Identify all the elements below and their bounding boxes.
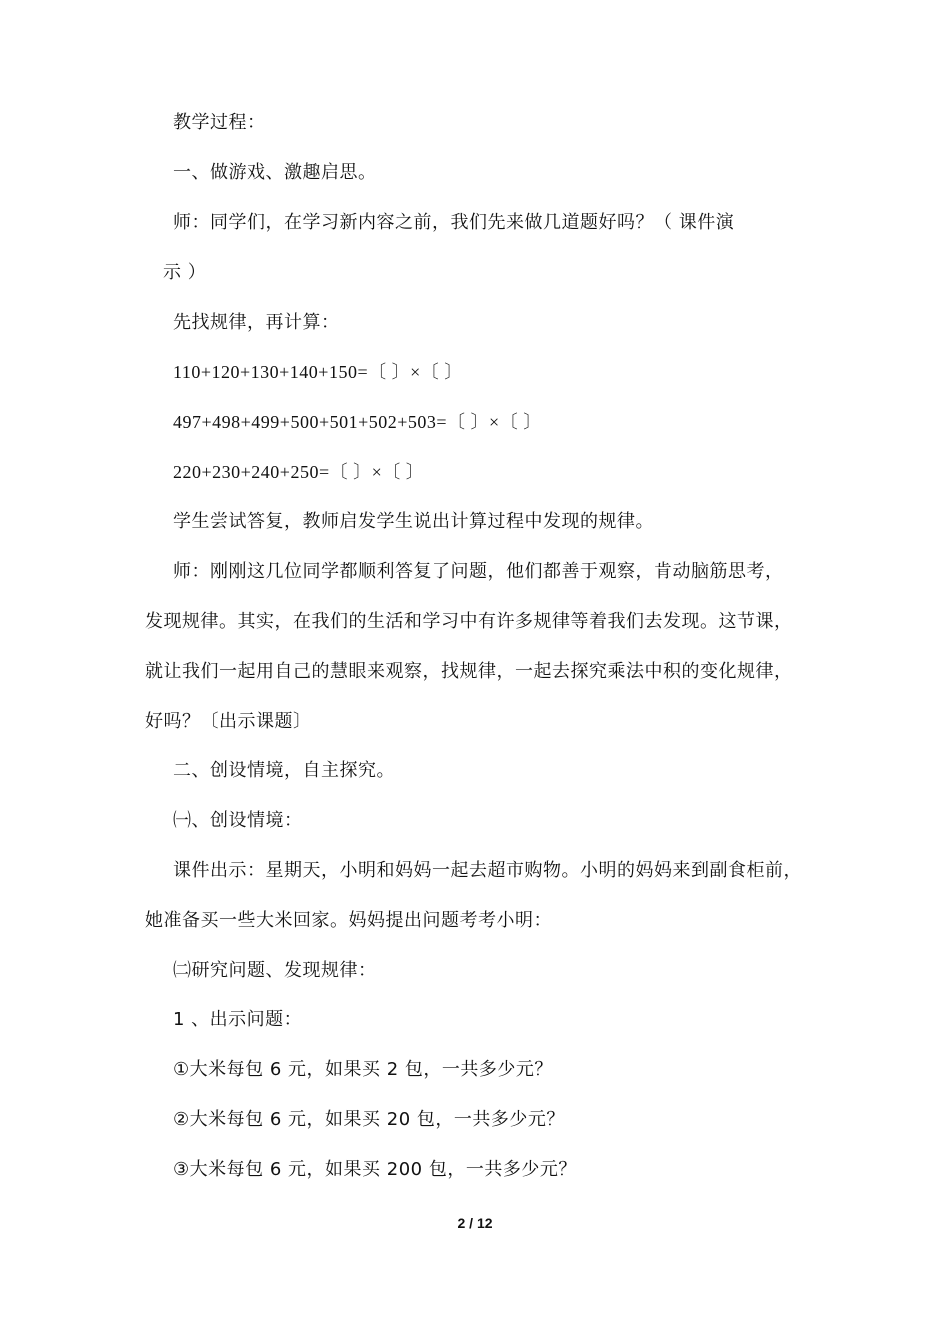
paragraph-line: 课件出示：星期天，小明和妈妈一起去超市购物。小明的妈妈来到副食柜前， (173, 860, 802, 881)
section-heading-one: 一、做游戏、激趣启思。 (173, 162, 377, 183)
question-item: ②大米每包 6 元，如果买 20 包，一共多少元？ (173, 1109, 565, 1130)
page-number: 2 / 12 (457, 1215, 493, 1231)
paragraph-line: 示 ） (163, 262, 207, 283)
paragraph-line: 师：同学们，在学习新内容之前，我们先来做几道题好吗？（ 课件演 (173, 212, 735, 233)
question-item: ①大米每包 6 元，如果买 2 包，一共多少元？ (173, 1059, 553, 1080)
paragraph-line: 发现规律。其实，在我们的生活和学习中有许多规律等着我们去发现。这节课， (145, 611, 793, 632)
list-heading: 1 、出示问题： (173, 1009, 303, 1030)
section-heading-teaching-process: 教学过程： (173, 112, 266, 133)
paragraph-line: 好吗？〔出示课题〕 (145, 711, 312, 732)
equation-line: 497+498+499+500+501+502+503=〔 〕×〔 〕 (173, 412, 542, 432)
paragraph-line: 她准备买一些大米回家。妈妈提出问题考考小明： (145, 910, 552, 931)
section-heading-two: 二、创设情境，自主探究。 (173, 760, 395, 781)
subsection-heading: ㈠、创设情境： (173, 810, 303, 831)
subsection-heading: ㈡研究问题、发现规律： (173, 960, 377, 981)
equation-line: 220+230+240+250=〔 〕×〔 〕 (173, 462, 425, 482)
question-item: ③大米每包 6 元，如果买 200 包，一共多少元？ (173, 1159, 577, 1180)
paragraph-line: 就让我们一起用自己的慧眼来观察，找规律，一起去探究乘法中积的变化规律， (145, 661, 793, 682)
paragraph-line: 先找规律，再计算： (173, 312, 340, 333)
paragraph-line: 师：刚刚这几位同学都顺利答复了问题，他们都善于观察，肯动脑筋思考， (173, 561, 784, 582)
equation-line: 110+120+130+140+150=〔 〕×〔 〕 (173, 362, 463, 382)
paragraph-line: 学生尝试答复，教师启发学生说出计算过程中发现的规律。 (173, 511, 654, 532)
